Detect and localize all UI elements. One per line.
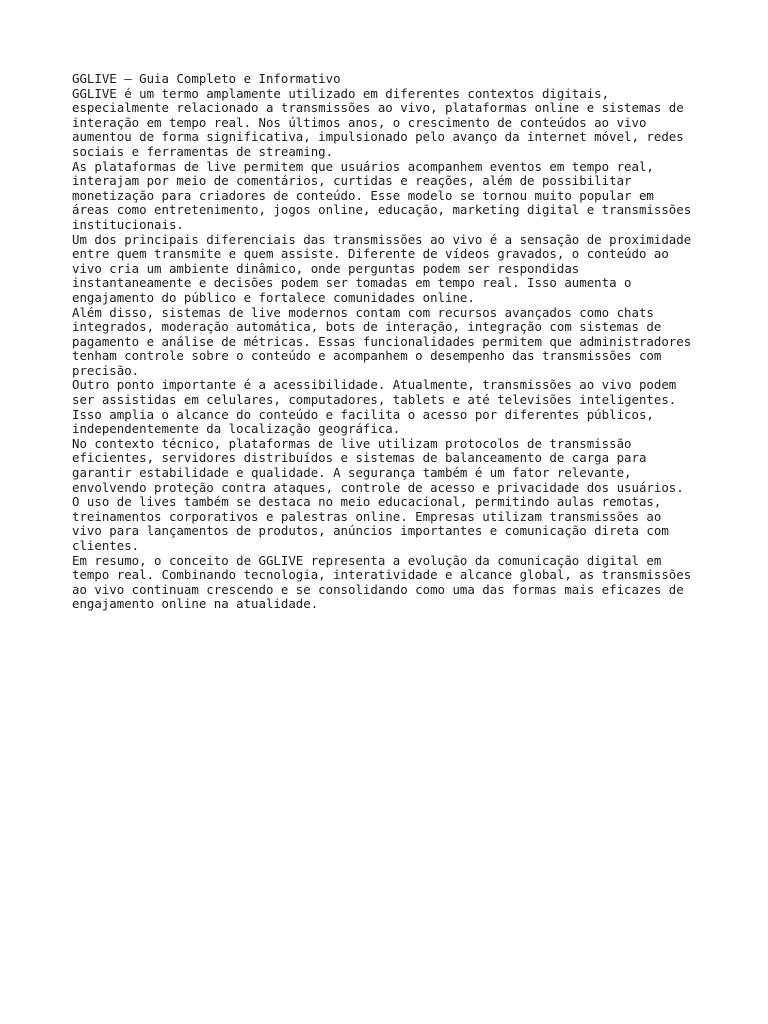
- document-title: GGLIVE – Guia Completo e Informativo: [72, 71, 341, 86]
- paragraph-features: Além disso, sistemas de live modernos contam com recursos avançados como chats integrados, moderação automática, bots de interação, integração com sistemas de pagamento e análise de métricas. Essas funcionalidades permitem que administradores tenham controle sobre o conteúdo e acompanhem o desempenho das transmissões com precisão.: [72, 304, 692, 378]
- paragraph-intro: GGLIVE é um termo amplamente utilizado em diferentes contextos digitais, especialmente relacionado a transmissões ao vivo, plataformas online e sistemas de interação em tempo real. Nos últimos anos, o crescimento de conteúdos ao vivo aumentou de forma significativa, impulsionado pelo avanço da internet móvel, redes sociais e ferramentas de streaming.: [72, 85, 684, 159]
- paragraph-proximity: Um dos principais diferenciais das transmissões ao vivo é a sensação de proximidade entre quem transmite e quem assiste. Diferente de vídeos gravados, o conteúdo ao vivo cria um ambiente dinâmico, onde perguntas podem ser respondidas instantaneamente e decisões podem ser tomadas em tempo real. Isso aumenta o engajamento do público e fortalece comunidades online.: [72, 231, 692, 305]
- paragraph-platforms: As plataformas de live permitem que usuários acompanhem eventos em tempo real, interajam por meio de comentários, curtidas e reações, além de possibilitar monetização para criadores de conteúdo. Esse modelo se tornou muito popular em áreas como entretenimento, jogos online, educação, marketing digital e transmissões institucionais.: [72, 158, 692, 232]
- paragraph-technical: No contexto técnico, plataformas de live utilizam protocolos de transmissão eficientes, servidores distribuídos e sistemas de balanceamento de carga para garantir estabilidade e qualidade. A segurança também é um fator relevante, envolvendo proteção contra ataques, controle de acesso e privacidade dos usuários.: [72, 435, 684, 495]
- document-page: [72, 72, 712, 612]
- paragraph-summary: Em resumo, o conceito de GGLIVE representa a evolução da comunicação digital em tempo real. Combinando tecnologia, interatividade e alcance global, as transmissões ao vivo continuam crescendo e se consolidando como uma das formas mais eficazes de engajamento online na atualidade.: [72, 552, 692, 612]
- paragraph-education: O uso de lives também se destaca no meio educacional, permitindo aulas remotas, treinamentos corporativos e palestras online. Empresas utilizam transmissões ao vivo para lançamentos de produtos, anúncios importantes e comunicação direta com clientes.: [72, 494, 669, 553]
- paragraph-accessibility: Outro ponto importante é a acessibilidade. Atualmente, transmissões ao vivo podem ser assistidas em celulares, computadores, tablets e até televisões inteligentes. Isso amplia o alcance do conteúdo e facilita o acesso por diferentes públicos, independentemente da localização geográfica.: [72, 377, 677, 437]
